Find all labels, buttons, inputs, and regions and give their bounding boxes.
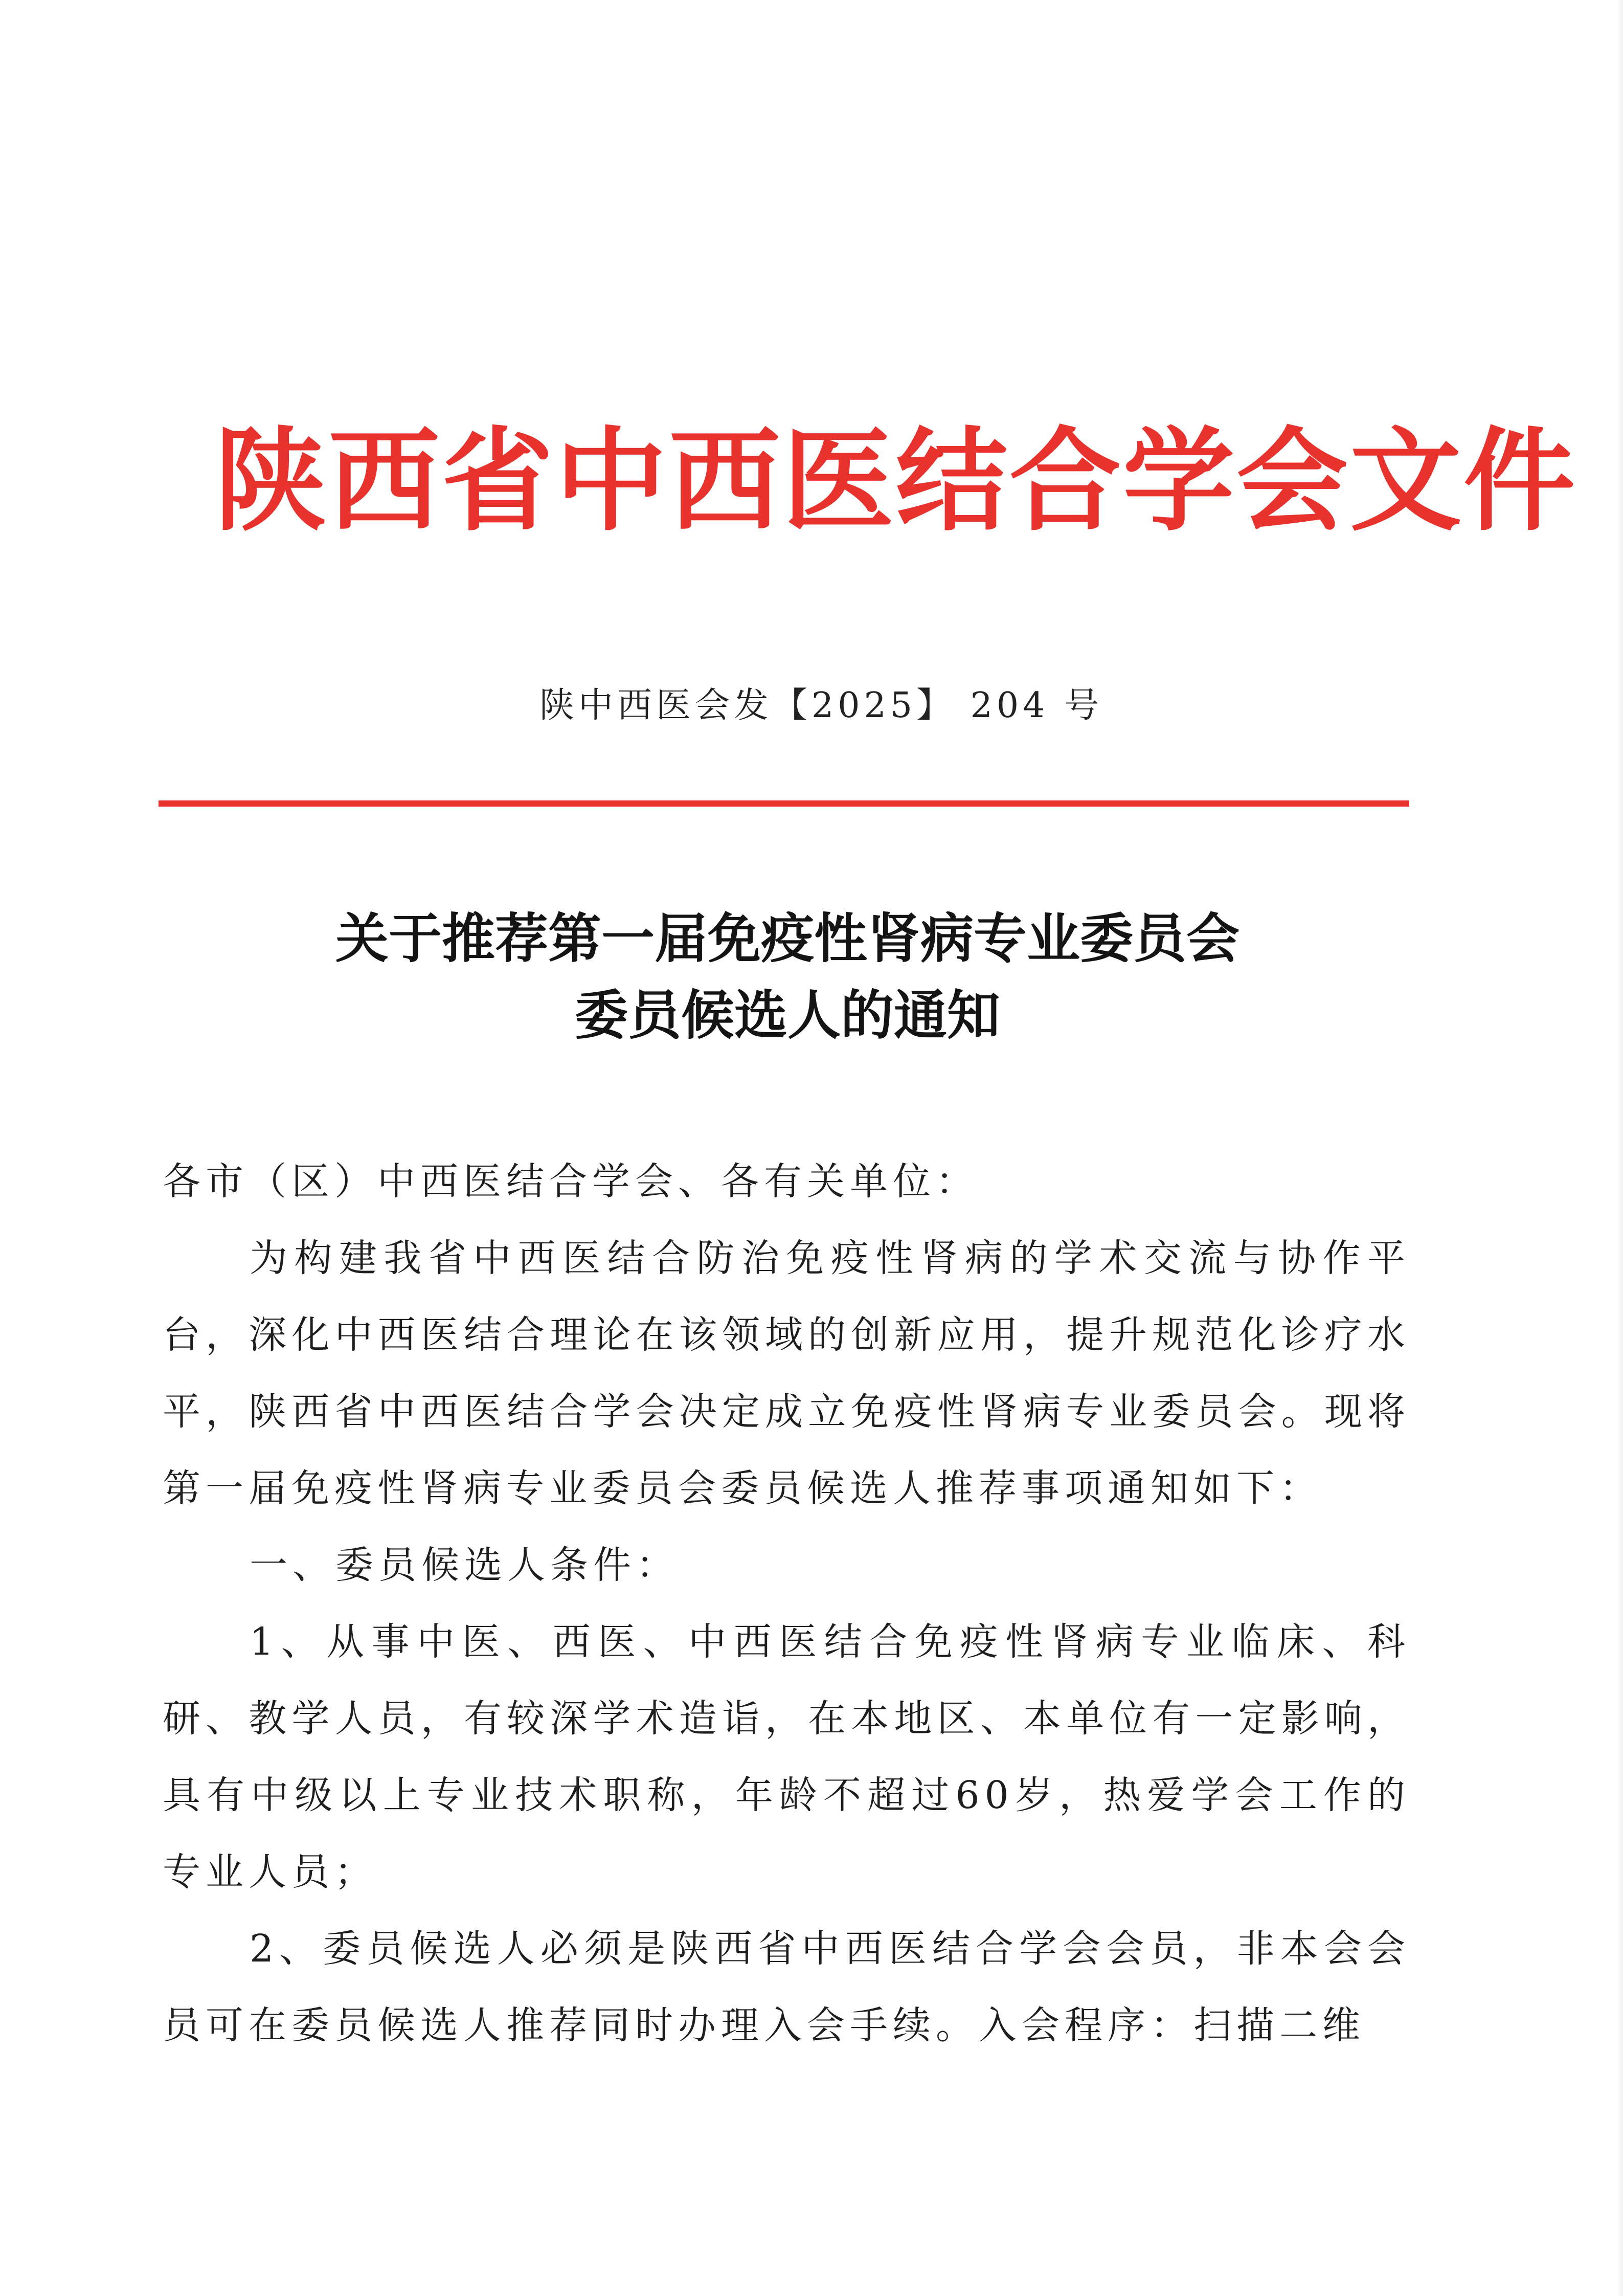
notice-body bbox=[163, 1143, 1410, 2064]
notice-title-line-2: 委员候选人的通知 bbox=[574, 984, 1000, 1046]
notice-title-line-1: 关于推荐第一届免疫性肾病专业委员会 bbox=[335, 907, 1239, 970]
org-header-title: 陕西省中西医结合学会文件 bbox=[215, 415, 1577, 546]
section-1-heading: 一、委员候选人条件： bbox=[250, 1543, 679, 1587]
intro-paragraph: 为构建我省中西医结合防治免疫性肾病的学术交流与协作平台，深化中西医结合理论在该领域的创新应用，提升规范化诊疗水平，陕西省中西医结合学会决定成立免疫性肾病专业委员会。现将第一届免疫性肾病专业委员会委员候选人推荐事项通知如下： bbox=[163, 1236, 1410, 1510]
document-number: 陕中西医会发【2025】 204 号 bbox=[539, 685, 1103, 726]
condition-item-2: 2、委员候选人必须是陕西省中西医结合学会会员，非本会会员可在委员候选人推荐同时办理入会手续。入会程序：扫描二维 bbox=[163, 1927, 1410, 2047]
notice-title bbox=[153, 900, 1422, 1054]
salutation: 各市（区）中西医结合学会、各有关单位： bbox=[163, 1160, 979, 1203]
red-divider-line bbox=[159, 800, 1409, 807]
condition-item-1: 1、从事中医、西医、中西医结合免疫性肾病专业临床、科研、教学人员，有较深学术造诣，在本地区、本单位有一定影响，具有中级以上专业技术职称，年龄不超过60岁，热爱学会工作的专业人员； bbox=[163, 1620, 1410, 1894]
scan-edge-shadow bbox=[1617, 0, 1623, 2296]
